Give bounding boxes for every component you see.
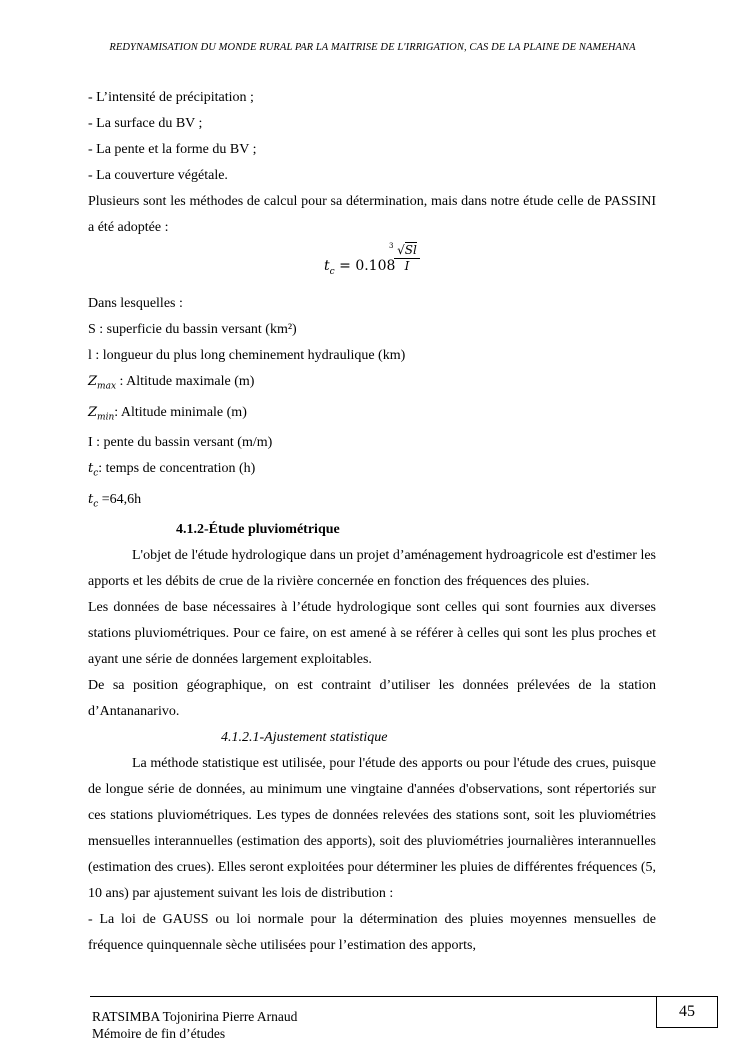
- subsection-paragraph-1: La méthode statistique est utilisée, pour l'étude des apports ou pour l'étude des crues, puisque de longue série de données, au minimum une vingtaine d'années d'observations, sont répertoriés sur ces stations pluviométriques. Les types de données relevées des stations sont, soit les pluviométries mensuelles interannuelles (estimation des apports), soit des pluviométries journalières interannuelles (estimation des crues). Elles seront exploitées pour déterminer les pluies de différentes fréquences (5, 10 ans) par ajustement suivant les lois de distribution :: [88, 756, 656, 902]
- running-header: REDYNAMISATION DU MONDE RURAL PAR LA MAITRISE DE L'IRRIGATION, CAS DE LA PLAINE DE NAMEHANA: [109, 42, 636, 53]
- def-tc: $t_c$: temps de concentration (h): [88, 461, 256, 479]
- def-zmin: $Z_{min}$: Altitude minimale (m): [88, 404, 247, 423]
- formula-denominator: I: [404, 259, 410, 273]
- section-heading: 4.1.2-Étude pluviométrique: [176, 522, 340, 538]
- tc-value: $t_c =64,6h$: [88, 491, 142, 510]
- factor-item: - L’intensité de précipitation ;: [88, 90, 254, 105]
- footer-author: RATSIMBA Tojonirina Pierre Arnaud: [92, 1009, 298, 1024]
- section-paragraph-1: L'objet de l'étude hydrologique dans un projet d’aménagement hydroagricole est d'estimer les apports et les débits de crue de la rivière concernée en fonction des fréquences des pluies.: [88, 548, 656, 590]
- footer-doc-type: Mémoire de fin d’études: [92, 1026, 226, 1041]
- definitions-intro: Dans lesquelles :: [88, 296, 183, 311]
- intro-paragraph: Plusieurs sont les méthodes de calcul pour sa détermination, mais dans notre étude celle de PASSINI a été adoptée :: [88, 194, 656, 235]
- formula-fraction: [389, 242, 420, 273]
- subsection-paragraph-2: - La loi de GAUSS ou loi normale pour la détermination des pluies moyennes mensuelles de fréquence quinquennale sèche utilisées pour l’estimation des apports,: [88, 912, 656, 954]
- def-s: S : superficie du bassin versant (km²): [88, 322, 297, 337]
- footer: [92, 1008, 297, 1042]
- section-paragraph-3: De sa position géographique, on est contraint d’utiliser les données prélevées de la station d’Antananarivo.: [88, 678, 656, 720]
- formula-lhs: $t_c = 0.108$: [324, 258, 396, 277]
- def-i: I : pente du bassin versant (m/m): [88, 435, 273, 451]
- def-l: l : longueur du plus long cheminement hydraulique (km): [88, 348, 406, 363]
- formula-numerator: √Sl: [394, 243, 420, 259]
- page-body: [88, 85, 656, 959]
- def-zmax: $Z_{max}$ : Altitude maximale (m): [88, 374, 255, 392]
- factor-item: - La couverture végétale.: [88, 168, 228, 183]
- subsection-heading: 4.1.2.1-Ajustement statistique: [221, 730, 388, 746]
- factor-item: - La surface du BV ;: [88, 116, 203, 131]
- page-number: 45: [656, 996, 718, 1028]
- passini-formula: [88, 241, 656, 291]
- root-index: 3: [389, 242, 394, 250]
- section-paragraph-2: Les données de base nécessaires à l’étude hydrologique sont celles qui sont fournies aux diverses stations pluviométriques. Pour ce faire, on est amené à se référer à celles qui sont les plus proches et ayant une série de données largement exploitables.: [88, 600, 656, 668]
- footer-divider: [90, 996, 656, 997]
- factor-item: - La pente et la forme du BV ;: [88, 142, 257, 157]
